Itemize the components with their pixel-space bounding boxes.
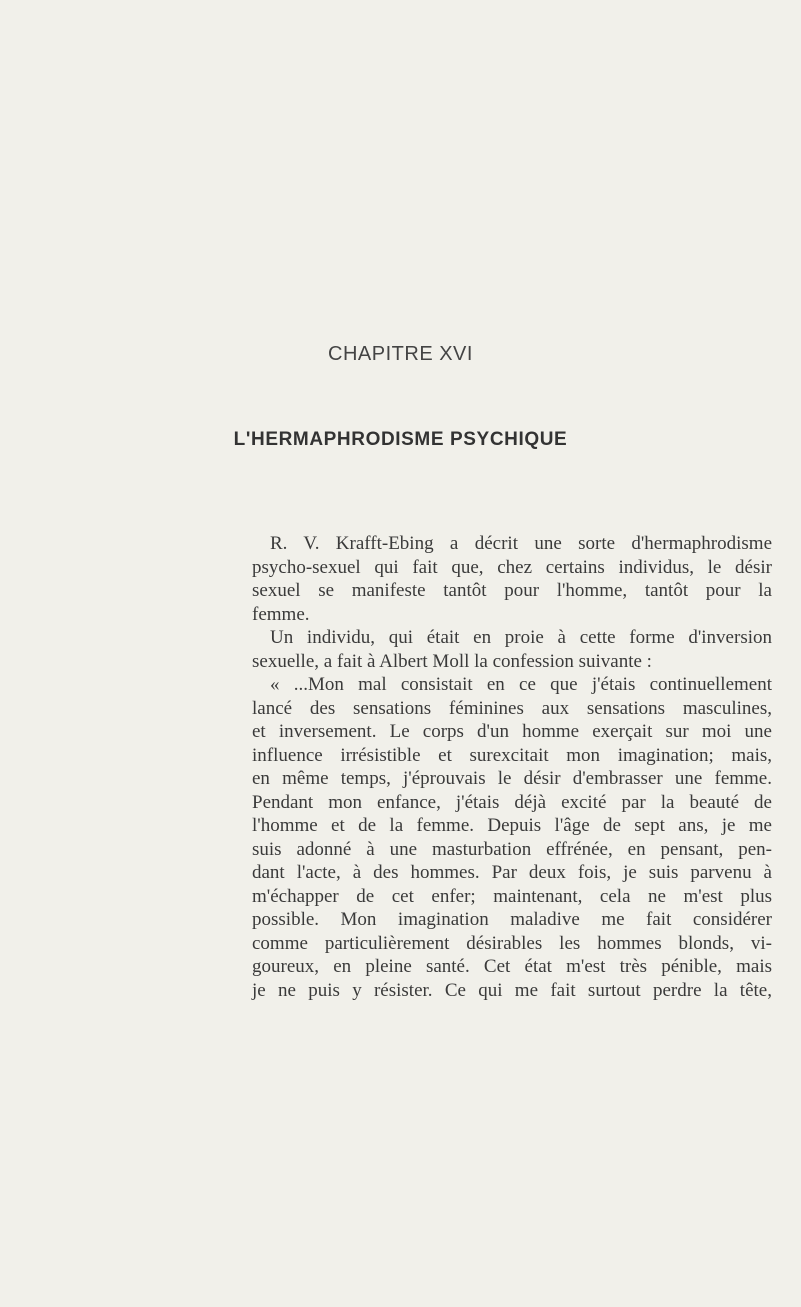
text-line: goureux, en pleine santé. Cet état m'est très pénible, mais <box>252 956 772 977</box>
text-line: en même temps, j'éprouvais le désir d'embrasser une femme. <box>252 768 772 789</box>
text-line: psycho-sexuel qui fait que, chez certains individus, le désir <box>252 556 772 578</box>
text-line: je ne puis y résister. Ce qui me fait surtout perdre la tête, <box>252 979 772 1001</box>
text-line: comme particulièrement désirables les hommes blonds, vi- <box>252 932 772 954</box>
text-line: suis adonné à une masturbation effrénée, en pensant, pen- <box>252 838 772 860</box>
text-line: m'échapper de cet enfer; maintenant, cela ne m'est plus <box>252 885 772 907</box>
text-line: R. V. Krafft-Ebing a décrit une sorte d'hermaphrodisme <box>270 533 772 554</box>
text-line: possible. Mon imagination maladive me fait considérer <box>252 909 772 930</box>
text-line: Un individu, qui était en proie à cette forme d'inversion <box>270 627 772 648</box>
text-line: l'homme et de la femme. Depuis l'âge de sept ans, je me <box>252 815 772 836</box>
text-line: femme. <box>252 603 310 625</box>
text-line: « ...Mon mal consistait en ce que j'étais continuellement <box>270 674 772 695</box>
text-line: lancé des sensations féminines aux sensations masculines, <box>252 697 772 719</box>
text-line: influence irrésistible et surexcitait mon imagination; mais, <box>252 744 772 766</box>
chapter-title: L'HERMAPHRODISME PSYCHIQUE <box>233 429 568 450</box>
text-line: dant l'acte, à des hommes. Par deux fois, je suis parvenu à <box>252 862 772 883</box>
chapter-heading: CHAPITRE XVI <box>328 343 473 365</box>
text-line: et inversement. Le corps d'un homme exerçait sur moi une <box>252 721 772 742</box>
text-line: sexuelle, a fait à Albert Moll la confession suivante : <box>252 650 652 672</box>
text-line: sexuel se manifeste tantôt pour l'homme, tantôt pour la <box>252 580 772 601</box>
body-text <box>252 532 772 1002</box>
text-line: Pendant mon enfance, j'étais déjà excité par la beauté de <box>252 791 772 813</box>
